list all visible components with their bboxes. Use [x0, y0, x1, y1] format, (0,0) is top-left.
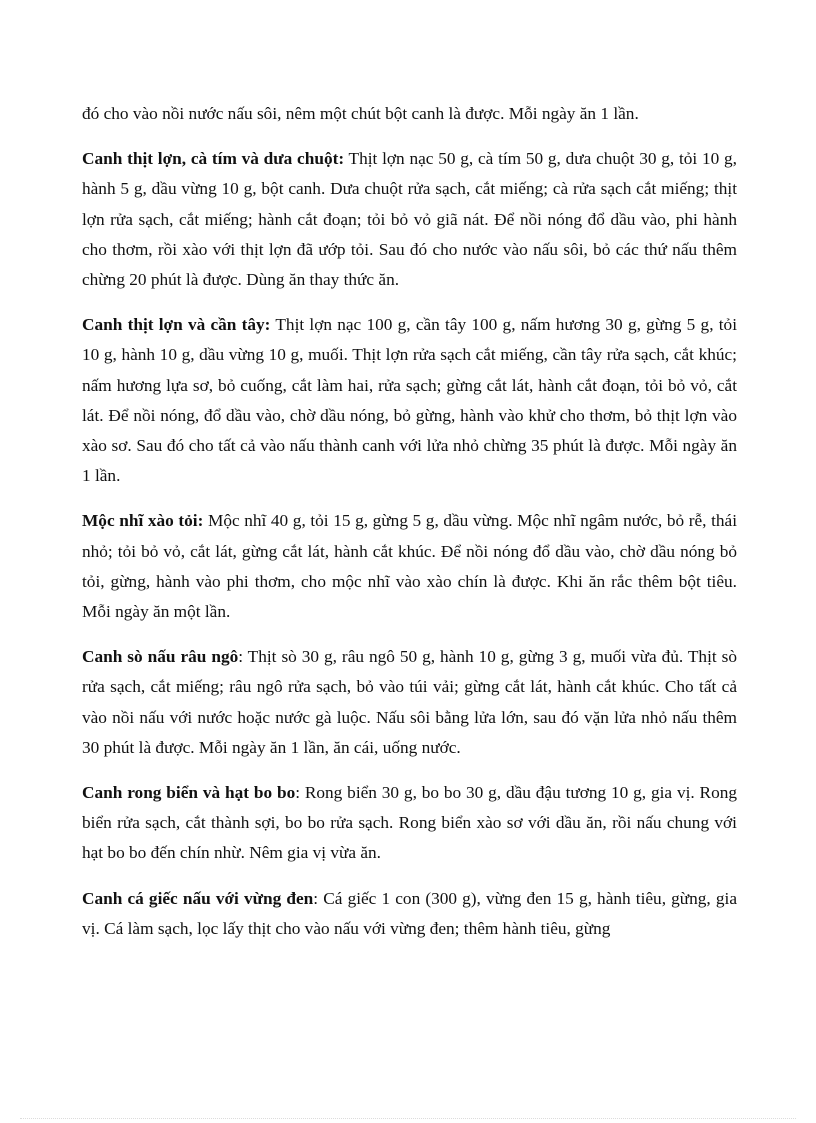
recipe-text: Mộc nhĩ 40 g, tỏi 15 g, gừng 5 g, dầu vừng. Mộc nhĩ ngâm nước, bỏ rễ, thái nhỏ; tỏi bỏ vỏ, cắt lát, gừng cắt lát, hành cắt khúc. Để nồi nóng đổ dầu vào, chờ dầu nóng bỏ tỏi, gừng, hành vào phi thơm, cho mộc nhĩ vào xào chín là được. Khi ăn rắc thêm bột tiêu. Mỗi ngày ăn một lần. — [82, 511, 737, 622]
recipe-title: Canh thịt lợn và cần tây: — [82, 315, 271, 335]
recipe-title: Canh rong biển và hạt bo bo — [82, 783, 296, 803]
recipe-paragraph — [82, 506, 737, 627]
recipe-text: : Rong biển 30 g, bo bo 30 g, dầu đậu tương 10 g, gia vị. Rong biển rửa sạch, cắt thành sợi, bo bo rửa sạch. Rong biển xào sơ với dầu ăn, rồi nấu chung với hạt bo bo đến chín nhừ. Nêm gia vị vừa ăn. — [82, 783, 738, 863]
recipe-text: Thịt lợn nạc 50 g, cà tím 50 g, dưa chuột 30 g, tỏi 10 g, hành 5 g, dầu vừng 10 g, bột canh. Dưa chuột rửa sạch, cắt miếng; cà rửa sạch cắt miếng; thịt lợn rửa sạch, cắt miếng; hành cắt đoạn; tỏi bỏ vỏ giã nát. Để nồi nóng đổ dầu vào, phi hành cho thơm, rồi xào với thịt lợn đã ướp tỏi. Sau đó cho nước vào nấu sôi, bỏ các thứ nấu thêm chừng 20 phút là được. Dùng ăn thay thức ăn. — [82, 149, 737, 290]
recipe-text: : Cá giếc 1 con (300 g), vừng đen 15 g, hành tiêu, gừng, gia vị. Cá làm sạch, lọc lấy thịt cho vào nấu với vừng đen; thêm hành tiêu, gừng — [82, 888, 738, 938]
recipe-text: : Thịt sò 30 g, râu ngô 50 g, hành 10 g, gừng 3 g, muối vừa đủ. Thịt sò rửa sạch, cắt miếng; râu ngô rửa sạch, bỏ vào túi vải; gừng cắt lát, hành cắt khúc. Cho tất cả vào nồi nấu với nước hoặc nước gà luộc. Nấu sôi bằng lửa lớn, sau đó vặn lửa nhỏ nấu thêm 30 phút là được. Mỗi ngày ăn 1 lần, ăn cái, uống nước. — [82, 647, 737, 757]
recipe-title: Mộc nhĩ xào tỏi: — [82, 511, 204, 531]
recipe-paragraph — [82, 884, 737, 944]
recipe-title: Canh sò nấu râu ngô — [82, 647, 239, 667]
paragraph-continuation — [82, 99, 737, 129]
paragraph-text: đó cho vào nồi nước nấu sôi, nêm một chút bột canh là được. Mỗi ngày ăn 1 lần. — [82, 104, 639, 123]
recipe-paragraph — [82, 310, 737, 491]
recipe-paragraph — [82, 778, 737, 869]
recipe-title: Canh thịt lợn, cà tím và dưa chuột: — [82, 149, 345, 169]
recipe-paragraph — [82, 642, 737, 763]
recipe-text: Thịt lợn nạc 100 g, cần tây 100 g, nấm hương 30 g, gừng 5 g, tỏi 10 g, hành 10 g, dầu vừng 10 g, muối. Thịt lợn rửa sạch cắt miếng, cần tây rửa sạch, cắt khúc; nấm hương lựa sơ, bỏ cuống, cắt làm hai, rửa sạch; gừng cắt lát, hành cắt đoạn, tỏi bỏ vỏ, cắt lát. Để nồi nóng, đổ dầu vào, chờ dầu nóng, bỏ gừng, hành vào khử cho thơm, bỏ thịt lợn vào xào sơ. Sau đó cho tất cả vào nấu thành canh với lửa nhỏ chừng 35 phút là được. Mỗi ngày ăn 1 lần. — [82, 315, 737, 486]
document-body — [82, 99, 737, 959]
recipe-paragraph — [82, 144, 737, 295]
recipe-title: Canh cá giếc nấu với vừng đen — [82, 888, 314, 908]
page-bottom-divider — [20, 1118, 796, 1119]
